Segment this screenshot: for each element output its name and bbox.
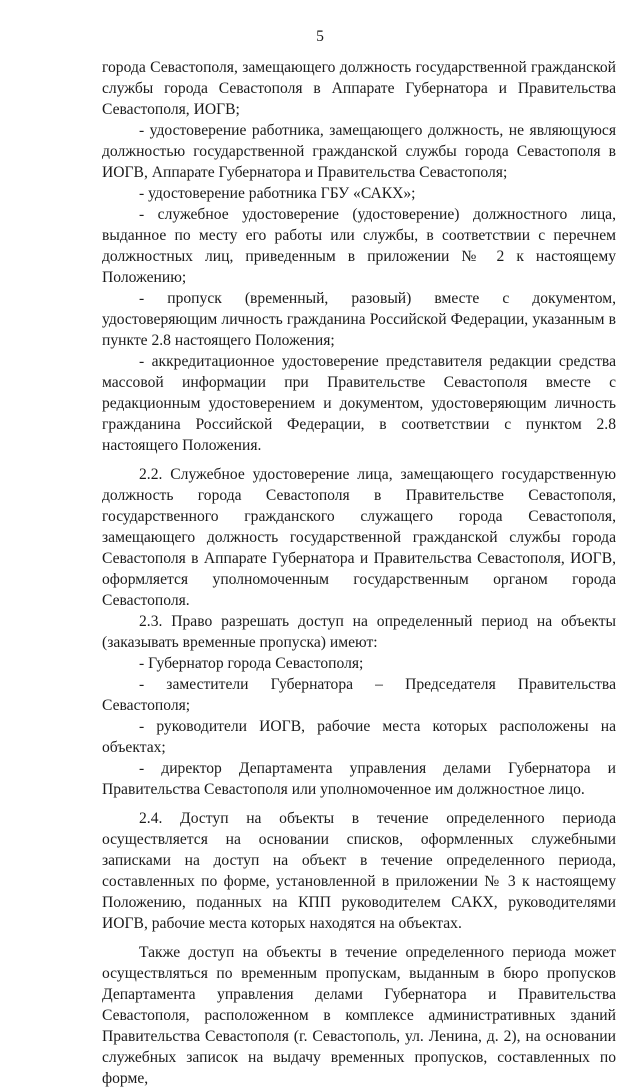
document-body [102,57,616,1089]
paragraph: Также доступ на объекты в течение определенного периода может осуществляться по временным пропускам, выданным в бюро пропусков Департамента управления делами Губернатора и Правительства Севастополя, расположенном в комплексе административных зданий Правительства Севастополя (г. Севастополь, ул. Ленина, д. 2), на основании служебных записок на выдачу временных пропусков, составленных по форме, [102,944,616,1087]
section-paragraph-2-4: 2.4. Доступ на объекты в течение определенного периода осуществляется на основании списков, оформленных служебными записками на доступ на объект в течение определенного периода, составленных по форме, установленной в приложении № 3 к настоящему Положению, поданных на КПП руководителем САКХ, руководителями ИОГВ, рабочие места которых находятся на объектах. [102,810,616,932]
list-item: - удостоверение работника ГБУ «САКХ»; [139,185,416,202]
list-item: - директор Департамента управления делами Губернатора и Правительства Севастополя или уполномоченное им должностное лицо. [102,760,616,798]
list-item: - служебное удостоверение (удостоверение) должностного лица, выданное по месту его работы или службы, в соответствии с перечнем должностных лиц, приведенным в приложении № 2 к настоящему Положению; [102,206,616,286]
list-item: - аккредитационное удостоверение представителя редакции средства массовой информации при Правительстве Севастополя вместе с редакционным удостоверением и документом, удостоверяющим личность гражданина Российской Федерации, в соответствии с пунктом 2.8 настоящего Положения. [102,353,616,454]
list-item: - удостоверение работника, замещающего должность, не являющуюся должностью государственной гражданской службы города Севастополя в ИОГВ, Аппарате Губернатора и Правительства Севастополя; [102,122,616,181]
list-item: - заместители Губернатора – Председателя Правительства Севастополя; [102,676,616,714]
page-number: 5 [316,28,324,45]
paragraph: города Севастополя, замещающего должность государственной гражданской службы города Севастополя в Аппарате Губернатора и Правительства Севастополя, ИОГВ; [102,59,616,118]
section-paragraph-2-3: 2.3. Право разрешать доступ на определенный период на объекты (заказывать временные пропуска) имеют: [102,613,616,651]
list-item: - руководители ИОГВ, рабочие места которых расположены на объектах; [102,718,616,756]
section-paragraph-2-2: 2.2. Служебное удостоверение лица, замещающего государственную должность города Севастополя в Правительстве Севастополя, государственного гражданского служащего города Севастополя, замещающего должность государственной гражданской службы города Севастополя в Аппарате Губернатора и Правительства Севастополя, ИОГВ, оформляется уполномоченным государственным органом города Севастополя. [102,466,616,609]
list-item: - пропуск (временный, разовый) вместе с документом, удостоверяющим личность гражданина Российской Федерации, указанным в пункте 2.8 настоящего Положения; [102,290,616,349]
list-item: - Губернатор города Севастополя; [139,655,364,672]
